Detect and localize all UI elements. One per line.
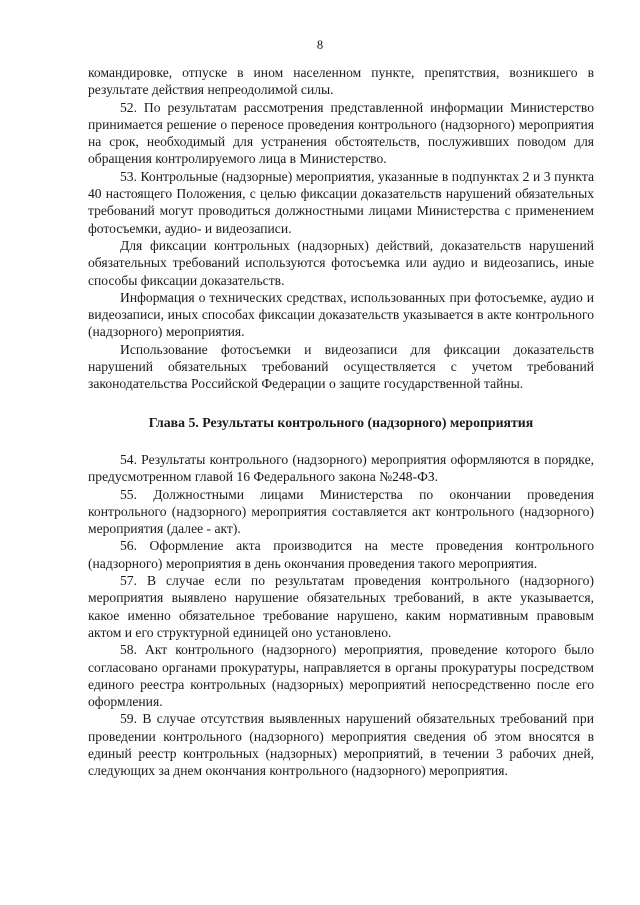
paragraph: Информация о технических средствах, использованных при фотосъемке, аудио и видеозаписи, иных способах фиксации доказательств указывается в акте контрольного (надзорного) мероприятия. bbox=[88, 289, 594, 340]
paragraph-group-before-heading bbox=[88, 64, 594, 393]
paragraph: Для фиксации контрольных (надзорных) действий, доказательств нарушений обязательных требований используются фотосъемка или аудио и видеозапись, иные способы фиксации доказательств. bbox=[88, 237, 594, 288]
paragraph-group-after-heading bbox=[88, 451, 594, 780]
paragraph: 58. Акт контрольного (надзорного) мероприятия, проведение которого было согласовано органами прокуратуры, направляется в органы прокуратуры посредством единого реестра контрольных (надзорных) мероприятий непосредственно после его оформления. bbox=[88, 642, 594, 710]
paragraph: 55. Должностными лицами Министерства по окончании проведения контрольного (надзорного) мероприятия составляется акт контрольного (надзорного) мероприятия (далее - акт). bbox=[88, 486, 594, 537]
paragraph: 53. Контрольные (надзорные) мероприятия, указанные в подпунктах 2 и 3 пункта 40 настоящего Положения, с целью фиксации доказательств нарушений обязательных требований могут проводиться должностными лицами Министерства с применением фотосъемки, аудио- и видеозаписи. bbox=[88, 168, 594, 236]
chapter-heading: Глава 5. Результаты контрольного (надзорного) мероприятия bbox=[148, 414, 534, 430]
document-body bbox=[88, 64, 594, 780]
paragraph: командировке, отпуске в ином населенном пункте, препятствия, возникшего в результате действия непреодолимой силы. bbox=[88, 65, 594, 98]
paragraph: 57. В случае если по результатам проведения контрольного (надзорного) мероприятия выявлено нарушение обязательных требований, в акте указывается, какое именно обязательное требование нарушено, каким нормативным правовым актом и его структурной единицей оно установлено. bbox=[88, 573, 594, 640]
page-number: 8 bbox=[316, 38, 324, 52]
paragraph: 54. Результаты контрольного (надзорного) мероприятия оформляются в порядке, предусмотренном главой 16 Федерального закона №248-ФЗ. bbox=[88, 451, 594, 485]
paragraph: Использование фотосъемки и видеозаписи для фиксации доказательств нарушений обязательных требований осуществляется с учетом требований законодательства Российской Федерации о защите государственной тайны. bbox=[88, 341, 594, 392]
paragraph: 52. По результатам рассмотрения представленной информации Министерство принимается решение о переносе проведения контрольного (надзорного) мероприятия на срок, необходимый для устранения обстоятельств, послуживших поводом для обращения контролируемого лица в Министерство. bbox=[88, 99, 594, 167]
paragraph: 56. Оформление акта производится на месте проведения контрольного (надзорного) мероприятия в день окончания проведения такого мероприятия. bbox=[88, 538, 594, 571]
paragraph: 59. В случае отсутствия выявленных нарушений обязательных требований при проведении контрольного (надзорного) мероприятия сведения об этом вносятся в единый реестр контрольных (надзорных) мероприятий, в течении 3 рабочих дней, следующих за днем окончания контрольного (надзорного) мероприятия. bbox=[88, 711, 594, 779]
